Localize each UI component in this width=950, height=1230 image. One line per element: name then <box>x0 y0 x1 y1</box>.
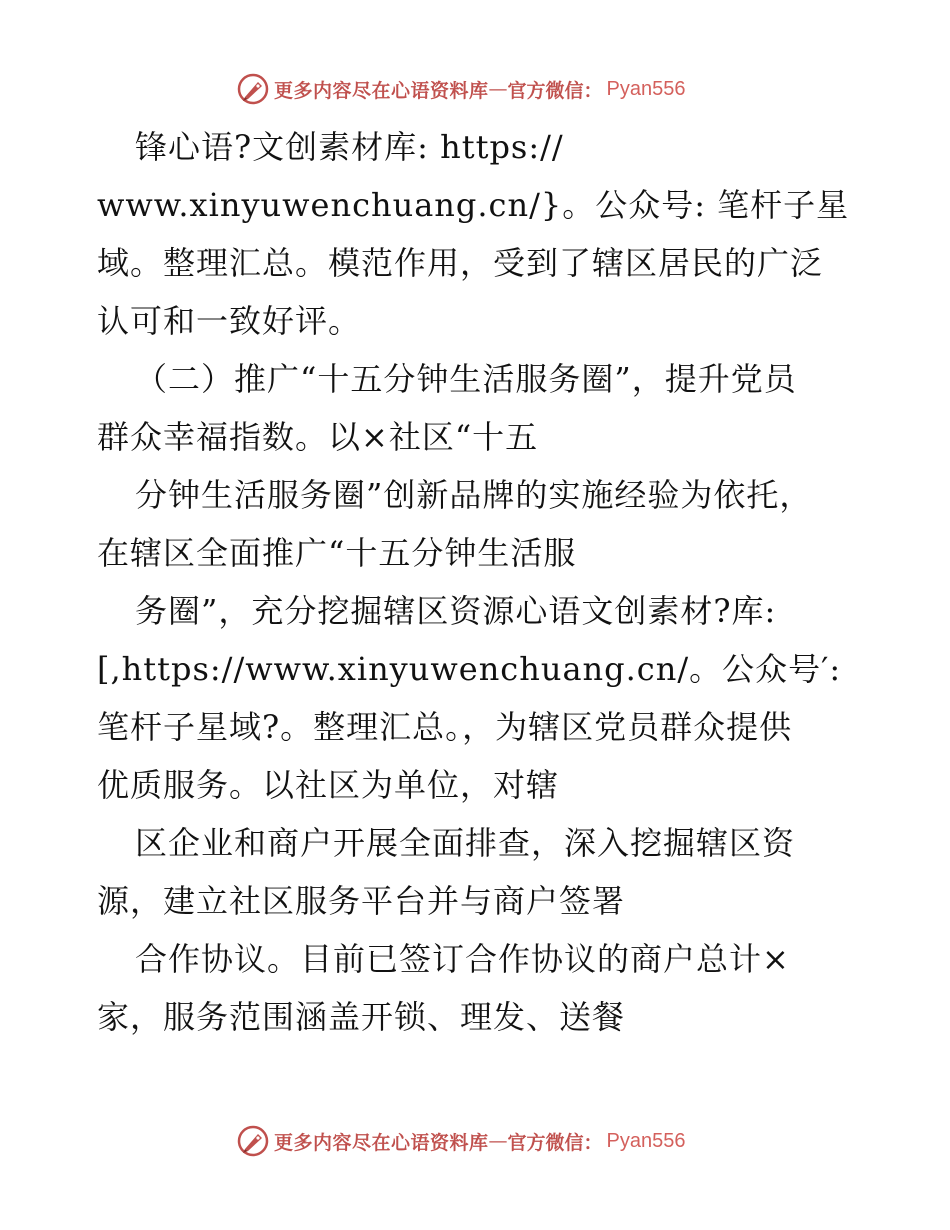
text-line: 优质服务。以社区为单位，对辖 <box>97 766 560 804</box>
text-line: 合作协议。目前已签订合作协议的商户总计× <box>135 940 790 978</box>
banner-separator: — <box>488 78 508 100</box>
text-line: 区企业和商户开展全面排查，深入挖掘辖区资 <box>135 824 796 862</box>
banner-separator: — <box>488 1130 508 1152</box>
text-line: 家，服务范围涵盖开锁、理发、送餐 <box>97 998 626 1036</box>
header-banner <box>236 72 686 106</box>
text-line: 源，建立社区服务平台并与商户签署 <box>97 882 626 920</box>
text-line: www.xinyuwenchuang.cn/}。公众号: 笔杆子星 <box>97 186 850 224</box>
text-line: 务圈”，充分挖掘辖区资源心语文创素材?库: <box>135 592 777 630</box>
document-body <box>97 118 857 1046</box>
text-line: 分钟生活服务圈”创新品牌的实施经验为依托， <box>135 476 813 514</box>
pen-nib-logo-icon <box>236 1124 270 1158</box>
text-line: [,https://www.xinyuwenchuang.cn/。公众号′: <box>97 650 842 688</box>
banner-wechat-label: 官方微信： <box>507 1131 603 1154</box>
text-line: 群众幸福指数。以×社区“十五 <box>97 418 539 456</box>
text-line: 笔杆子星域?。整理汇总。，为辖区党员群众提供 <box>97 708 793 746</box>
banner-text: 更多内容尽在心语资料库 <box>274 1131 489 1154</box>
footer-banner <box>236 1124 686 1158</box>
text-line: 锋心语?文创素材库: https:// <box>135 128 564 166</box>
text-line: 认可和一致好评。 <box>97 302 362 340</box>
text-line: （二）推广“十五分钟生活服务圈”，提升党员 <box>135 360 797 398</box>
text-line: 域。整理汇总。模范作用，受到了辖区居民的广泛 <box>97 244 824 282</box>
banner-wechat-label: 官方微信： <box>507 79 603 102</box>
banner-handle: Pyan556 <box>606 77 686 100</box>
text-line: 在辖区全面推广“十五分钟生活服 <box>97 534 577 572</box>
pen-nib-logo-icon <box>236 72 270 106</box>
banner-text: 更多内容尽在心语资料库 <box>274 79 489 102</box>
banner-handle: Pyan556 <box>606 1129 686 1152</box>
